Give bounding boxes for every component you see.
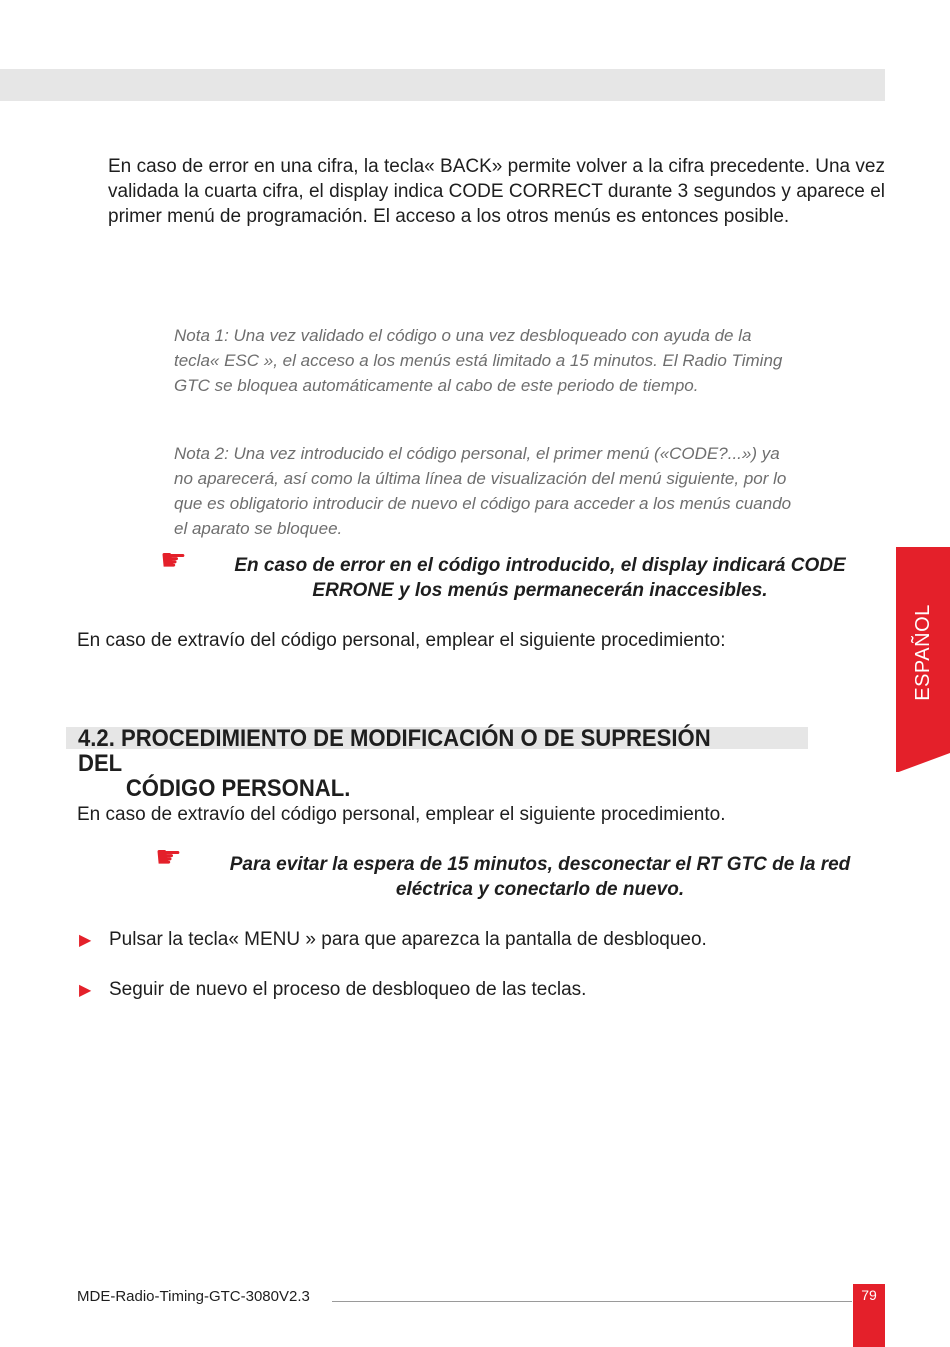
- footer-rule: [332, 1301, 852, 1302]
- arrow-bullet-icon: ▶: [79, 932, 92, 949]
- note-1: Nota 1: Una vez validado el código o una vez desbloqueado con ayuda de la tecla« ESC », el acceso a los menús está limitado a 15 minutos. El Radio Timing GTC se bloquea automáticamente al cabo de este periodo de tiempo.: [174, 326, 783, 395]
- warning-1: [200, 553, 880, 603]
- pointing-hand-icon: ☛: [155, 841, 182, 874]
- language-tab-label: ESPAÑOL: [911, 603, 934, 701]
- warning-1-line2: ERRONE y los menús permanecerán inaccesibles.: [312, 580, 768, 601]
- note-2: Nota 2: Una vez introducido el código personal, el primer menú («CODE?...») ya no aparecerá, así como la última línea de visualización del menú siguiente, por lo que es obligatorio introducir de nuevo el código para acceder a los menús cuando el aparato se bloquee.: [174, 444, 792, 538]
- list-item-text: Pulsar la tecla« MENU » para que aparezca la pantalla de desbloqueo.: [109, 929, 707, 950]
- warning-1-line1: En caso de error en el código introducido, el display indicará CODE: [234, 555, 846, 576]
- header-band: [0, 69, 885, 101]
- warning-2: [195, 852, 885, 902]
- section-heading-line1: 4.2. PROCEDIMIENTO DE MODIFICACIÓN O DE SUPRESIÓN DEL: [78, 725, 711, 777]
- page-number: 79: [853, 1284, 885, 1347]
- list-item-text: Seguir de nuevo el proceso de desbloqueo de las teclas.: [109, 979, 587, 1000]
- pointing-hand-icon: ☛: [160, 544, 187, 577]
- lost-code-paragraph: En caso de extravío del código personal, emplear el siguiente procedimiento:: [77, 630, 726, 651]
- warning-2-line2: eléctrica y conectarlo de nuevo.: [395, 879, 685, 900]
- section-heading: [78, 726, 759, 801]
- list-item: [79, 977, 586, 1003]
- footer-doc-id: MDE-Radio-Timing-GTC-3080V2.3: [77, 1288, 310, 1305]
- lost-code-paragraph-2: En caso de extravío del código personal, emplear el siguiente procedimiento.: [77, 804, 726, 825]
- language-tab-label-wrap: [896, 547, 950, 757]
- section-heading-line2: CÓDIGO PERSONAL.: [125, 775, 351, 802]
- intro-paragraph: En caso de error en una cifra, la tecla« BACK» permite volver a la cifra precedente. Una vez validada la cuarta cifra, el display indica CODE CORRECT durante 3 segundos y aparece el primer menú de programación. El acceso a los otros menús es entonces posible.: [108, 156, 885, 227]
- warning-2-line1: Para evitar la espera de 15 minutos, desconectar el RT GTC de la red: [229, 854, 851, 875]
- arrow-bullet-icon: ▶: [79, 982, 92, 999]
- list-item: [79, 927, 707, 953]
